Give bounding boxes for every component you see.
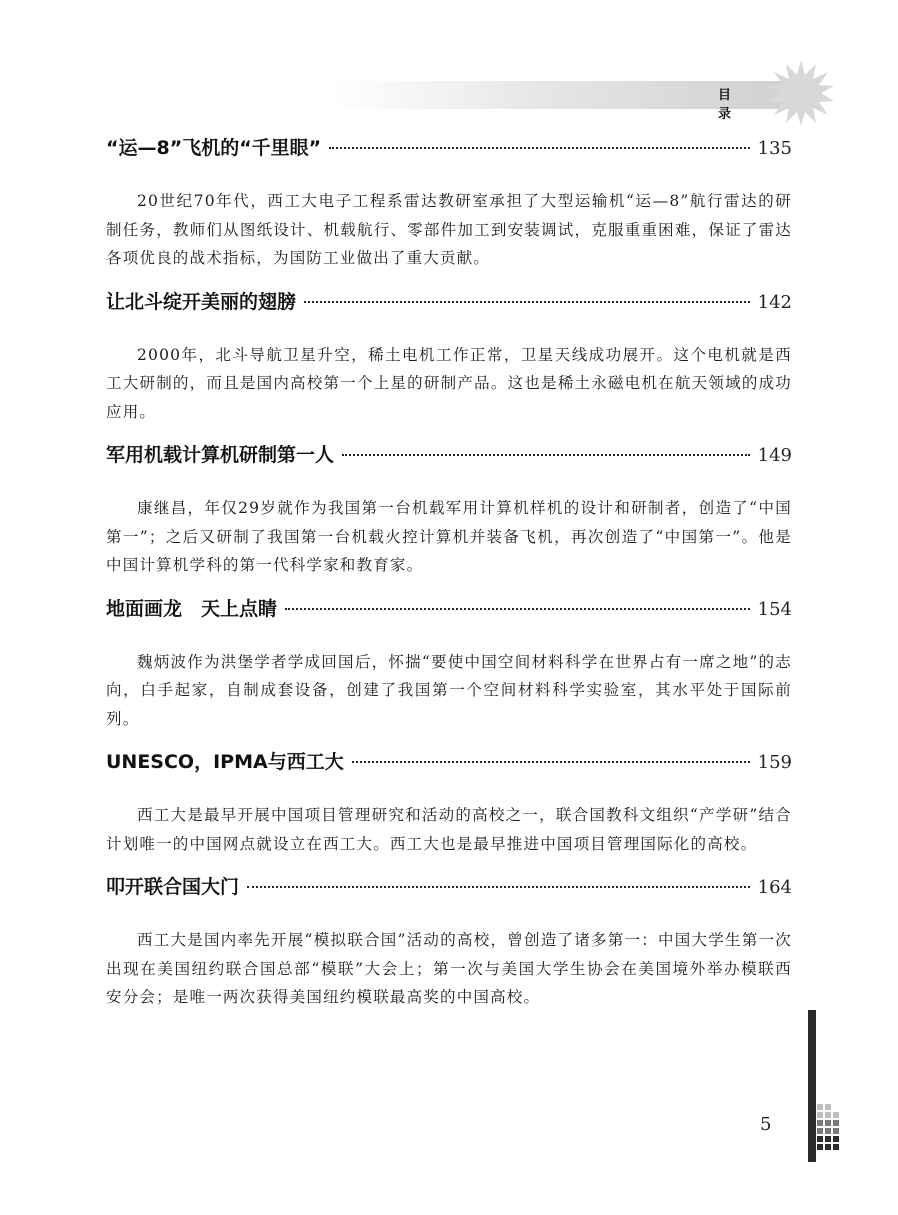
dot-leader (342, 454, 750, 456)
dot-leader (304, 301, 750, 303)
toc-entry-page: 142 (757, 291, 792, 313)
toc-entry (106, 747, 792, 858)
toc-entry-heading[interactable] (106, 133, 792, 173)
toc-entry-heading[interactable] (106, 872, 792, 912)
toc-entry (106, 872, 792, 1012)
toc-entry-page: 135 (757, 138, 792, 159)
dot-leader (285, 608, 750, 610)
dot-leader (329, 147, 749, 149)
toc-entry-title: 叩开联合国大门 (106, 876, 240, 898)
toc-entry-summary: 魏炳波作为洪堡学者学成回国后，怀揣“要使中国空间材料科学在世界占有一席之地”的志向，白手起家，自制成套设备，创建了我国第一个空间材料科学实验室，其水平处于国际前列。 (106, 652, 792, 728)
toc-entry-summary: 康继昌，年仅29岁就作为我国第一台机载军用计算机样机的设计和研制者，创造了“中国第一”；之后又研制了我国第一台机载火控计算机并装备飞机，再次创造了“中国第一”。他是中国计算机学科的第一代科学家和教育家。 (106, 499, 792, 574)
toc-entry-summary: 2000年，北斗导航卫星升空，稀土电机工作正常，卫星天线成功展开。这个电机就是西工大研制的，而且是国内高校第一个上星的研制产品。这也是稀土永磁电机在航天领域的成功应用。 (106, 345, 792, 421)
toc-entry-page: 154 (757, 598, 792, 620)
toc-entry (106, 440, 792, 580)
toc-entry (106, 594, 792, 734)
toc-entry-title: 地面画龙 天上点睛 (106, 597, 278, 620)
toc-entry-heading[interactable] (106, 440, 792, 480)
dot-leader (247, 886, 750, 888)
toc-entry-heading[interactable] (106, 594, 792, 634)
toc-entry-title: 让北斗绽开美丽的翅膀 (106, 290, 297, 313)
toc-entry-title: 军用机载计算机研制第一人 (106, 444, 335, 466)
table-of-contents (106, 133, 792, 1026)
toc-entry (106, 133, 792, 273)
toc-entry-page: 159 (757, 752, 792, 773)
toc-entry-page: 149 (757, 445, 792, 466)
toc-entry-title: “运—8”飞机的“千里眼” (106, 137, 322, 159)
toc-entry-title: UNESCO，IPMA与西工大 (106, 751, 344, 773)
page-number: 5 (760, 1114, 772, 1135)
section-header-label: 目 录 (718, 88, 758, 122)
toc-entry-summary: 西工大是最早开展中国项目管理研究和活动的高校之一，联合国教科文组织“产学研”结合计划唯一的中国网点就设立在西工大。西工大也是最早推进中国项目管理国际化的高校。 (106, 806, 792, 853)
toc-entry-heading[interactable] (106, 747, 792, 787)
square-grid-decoration (815, 1102, 845, 1162)
toc-entry-summary: 西工大是国内率先开展“模拟联合国”活动的高校，曾创造了诸多第一：中国大学生第一次出现在美国纽约联合国总部“模联”大会上；第一次与美国大学生协会在美国境外举办模联西安分会；是唯一两次获得美国纽约模联最高奖的中国高校。 (106, 931, 792, 1006)
toc-entry (106, 287, 792, 427)
toc-entry-page: 164 (757, 877, 792, 898)
toc-entry-summary: 20世纪70年代，西工大电子工程系雷达教研室承担了大型运输机“运—8”航行雷达的研制任务，教师们从图纸设计、机载航行、零部件加工到安装调试，克服重重困难，保证了雷达各项优良的战术指标，为国防工业做出了重大贡献。 (106, 192, 792, 267)
toc-entry-heading[interactable] (106, 287, 792, 327)
dot-leader (352, 761, 750, 763)
